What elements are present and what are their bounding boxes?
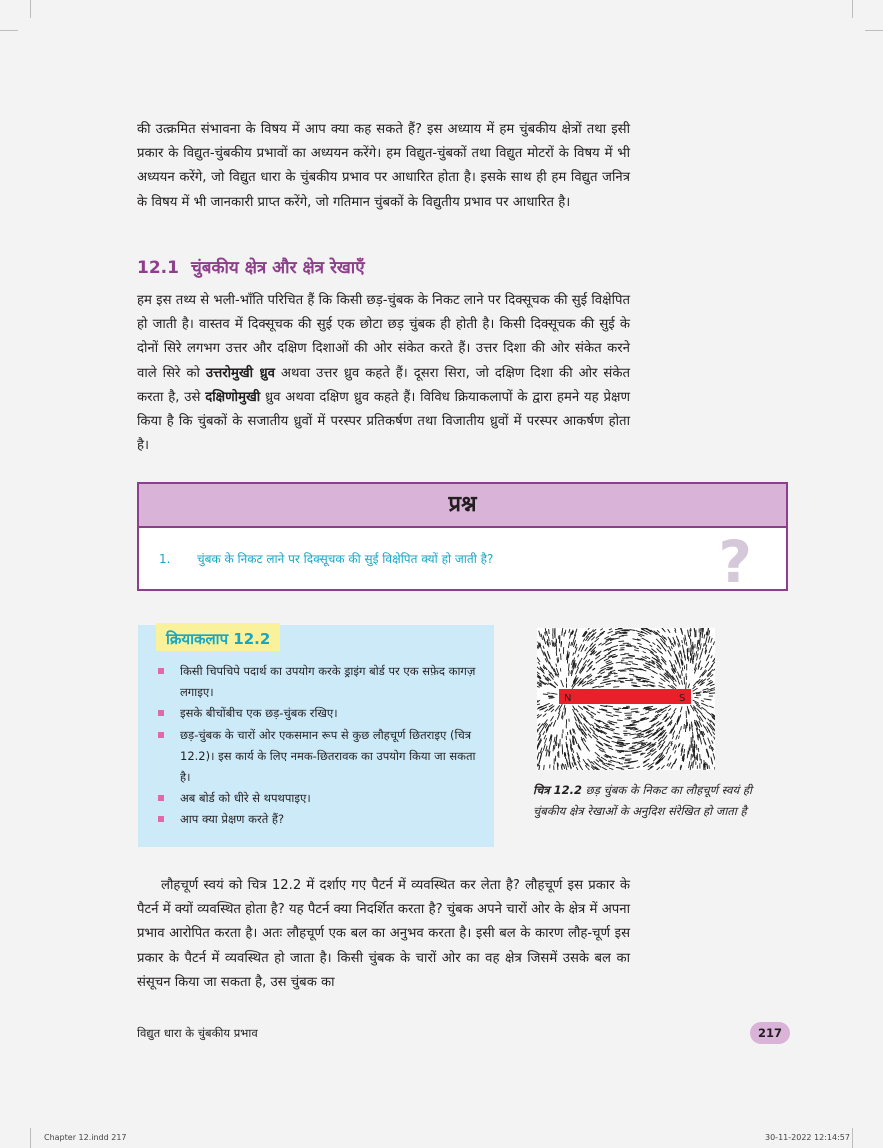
iron-filing [706, 632, 707, 636]
activity-steps [158, 661, 478, 831]
iron-filing [697, 744, 698, 750]
iron-filing [562, 763, 563, 766]
iron-filing [626, 725, 633, 726]
step-text: आप क्या प्रेक्षण करते हैं? [180, 812, 285, 827]
question-text: चुंबक के निकट लाने पर दिक्सूचक की सुई विक्षेपित क्यों हो जाती है? [197, 552, 494, 566]
iron-filing [618, 670, 625, 671]
iron-filing [619, 650, 624, 651]
south-pole-term: दक्षिणोमुखी [205, 389, 261, 405]
bullet-icon [158, 816, 164, 822]
iron-filing [629, 671, 633, 672]
iron-filing [619, 758, 624, 759]
iron-filing [620, 645, 625, 646]
iron-filings-figure [537, 628, 715, 770]
iron-filing [691, 654, 692, 661]
step-text: छड़-चुंबक के चारों ओर एकसमान रूप से कुछ लौहचूर्ण छितराइए (चित्र 12.2)। इस कार्य के लिए नमक-छितरावक का उपयोग किया जा सकता है। [180, 727, 476, 785]
question-box-title: प्रश्न [139, 484, 786, 528]
section-title: चुंबकीय क्षेत्र और क्षेत्र रेखाएँ [190, 258, 365, 278]
iron-filing [619, 636, 624, 637]
bar-magnet [559, 689, 691, 704]
section-number: 12.1 [137, 258, 179, 278]
slug-file: Chapter 12.indd 217 [44, 1133, 127, 1142]
closing-paragraph: लौहचूर्ण स्वयं को चित्र 12.2 में दर्शाए गए पैटर्न में व्यवस्थित कर लेता है? लौहचूर्ण इस प्रकार के पैटर्न में क्यों व्यवस्थित होता है? यह पैटर्न क्या निदर्शित करता है? चुंबक अपने चारों ओर के क्षेत्र में अपना प्रभाव आरोपित करता है। अतः लौहचूर्ण एक बल का अनुभव करता है। इसी बल के कारण लौह-चूर्ण इस प्रकार के पैटर्न में व्यवस्थित हो जाता है। किसी चुंबक के चारों ओर का वह क्षेत्र जिसमें उसके बल का संसूचन किया जा सकता है, उस चुंबक का [137, 878, 630, 990]
bullet-icon [158, 668, 164, 674]
iron-filing [619, 764, 623, 765]
iron-filing [697, 640, 698, 646]
iron-filing [560, 668, 561, 671]
iron-filing [619, 745, 626, 746]
crop-mark [0, 30, 18, 31]
iron-filing [619, 751, 624, 752]
iron-filing [564, 753, 565, 756]
section-paragraph [137, 289, 630, 458]
iron-filing [626, 658, 633, 659]
list-item [158, 809, 478, 830]
iron-filing [556, 652, 557, 656]
question-box [137, 482, 788, 596]
iron-filing [614, 676, 618, 677]
bullet-icon [158, 732, 164, 738]
iron-filing [629, 747, 633, 748]
paragraph-text: ध्रुव अथवा दक्षिण ध्रुव कहते हैं। विविध क्रियाकलापों के द्वारा हमने यह प्रेक्षण किया है कि चुंबकों के सजातीय ध्रुवों में परस्पर प्रतिकर्षण तथा विजातीय ध्रुवों में परस्पर आकर्षण होता है। [137, 389, 630, 454]
iron-filing [631, 721, 636, 722]
iron-filing [626, 728, 633, 729]
intro-paragraph: की उत्क्रमित संभावना के विषय में आप क्या कह सकते हैं? इस अध्याय में हम चुंबकीय क्षेत्रों तथा इसी प्रकार के विद्युत-चुंबकीय प्रभावों का अध्ययन करेंगे। हम विद्युत-चुंबकों तथा विद्युत मोटरों के विषय में भी अध्ययन करेंगे, जो विद्युत धारा के चुंबकीय प्रभाव पर आधारित होता है। इसके साथ ही हम विद्युत जनित्र के विषय में भी जानकारी प्राप्त करेंगे, जो गतिमान चुंबकों के विद्युतीय प्रभाव पर आधारित है। [137, 122, 630, 210]
footer-chapter-title: विद्युत धारा के चुंबकीय प्रभाव [137, 1026, 258, 1040]
bullet-icon [158, 795, 164, 801]
iron-filing [685, 655, 686, 661]
iron-filing [544, 765, 545, 770]
iron-filing [684, 724, 685, 729]
iron-filing [630, 724, 635, 725]
figure-caption-text: छड़ चुंबक के निकट का लौहचूर्ण स्वयं ही चुंबकीय क्षेत्र रेखाओं के अनुदिश संरेखित हो जाता है [533, 783, 752, 818]
iron-filing [565, 708, 566, 714]
iron-filing [603, 706, 607, 707]
iron-filing [549, 698, 553, 699]
iron-filing [689, 747, 690, 754]
iron-filing [567, 744, 568, 748]
paragraph-text: हम इस तथ्य से भली-भाँति परिचित हैं कि किसी छड़-चुंबक के निकट लाने पर दिक्सूचक की सुई विक्षेपित हो जाती है। वास्तव में दिक्सूचक की सुई एक छोटा छड़ चुंबक ही होती है। किसी दिक्सूचक की सुई के दोनों सिरे लगभग उत्तर और दक्षिण दिशाओं की ओर संकेत करते हैं। उत्तर दिशा की ओर संकेत करने वाले सिरे को [137, 293, 630, 381]
iron-filing [570, 730, 571, 734]
figure-caption-label: चित्र 12.2 [533, 783, 583, 797]
crop-mark [852, 1128, 853, 1148]
activity-box [138, 625, 494, 847]
iron-filing [692, 762, 693, 766]
list-item [158, 703, 478, 724]
step-text: किसी चिपचिपे पदार्थ का उपयोग करके ड्राइंग बोर्ड पर एक सफ़ेद कागज़ लगाइए। [180, 664, 476, 700]
iron-filing [636, 712, 640, 713]
step-text: इसके बीचोंबीच एक छड़-चुंबक रखिए। [180, 706, 338, 721]
page-number: 217 [750, 1022, 790, 1044]
iron-filing [619, 641, 625, 642]
iron-filing [691, 754, 692, 760]
north-pole-label: N [564, 693, 572, 704]
iron-filing [547, 693, 550, 694]
iron-filing [693, 647, 694, 654]
iron-filing [614, 710, 619, 711]
bullet-icon [158, 710, 164, 716]
slug-timestamp: 30-11-2022 12:14:57 [765, 1133, 850, 1142]
figure-caption [533, 780, 778, 822]
iron-filing [690, 724, 691, 729]
iron-filing [555, 745, 556, 749]
question-item [159, 550, 493, 567]
iron-filing [629, 674, 634, 675]
iron-filing [619, 633, 625, 634]
crop-mark [865, 30, 883, 31]
crop-mark [30, 1128, 31, 1148]
south-pole-label: S [679, 693, 686, 704]
iron-filing [694, 697, 698, 698]
paragraph-text: अथवा उत्तर ध्रुव कहते हैं। दूसरा सिरा, जो दक्षिण दिशा की ओर संकेत करता है, उसे [137, 365, 630, 405]
iron-filing [683, 744, 684, 747]
iron-filing [695, 741, 696, 749]
iron-filing [554, 642, 555, 647]
iron-filing [686, 642, 687, 646]
iron-filing [682, 667, 683, 671]
north-pole-term: उत्तरोमुखी ध्रुव [205, 365, 275, 381]
iron-filing [631, 683, 637, 684]
iron-filing [555, 741, 556, 745]
iron-filing [569, 670, 570, 675]
crop-mark [30, 0, 31, 18]
activity-title: क्रियाकलाप 12.2 [156, 623, 280, 651]
list-item [158, 661, 478, 703]
list-item [158, 725, 478, 789]
iron-filing [709, 765, 710, 769]
question-mark-icon: ? [718, 528, 752, 596]
section-heading [137, 255, 365, 278]
iron-filing [707, 764, 708, 769]
iron-filing [700, 754, 701, 760]
question-number: 1. [159, 552, 171, 566]
list-item [158, 788, 478, 809]
iron-filing [563, 716, 564, 720]
crop-mark [852, 0, 853, 18]
iron-filing [614, 673, 617, 674]
iron-filing [613, 687, 619, 688]
iron-filing [564, 632, 565, 636]
iron-filing [550, 642, 551, 645]
step-text: अब बोर्ड को धीरे से थपथपाइए। [180, 791, 311, 806]
iron-filing [617, 720, 623, 721]
iron-filing [549, 629, 550, 634]
iron-filing [628, 662, 633, 663]
